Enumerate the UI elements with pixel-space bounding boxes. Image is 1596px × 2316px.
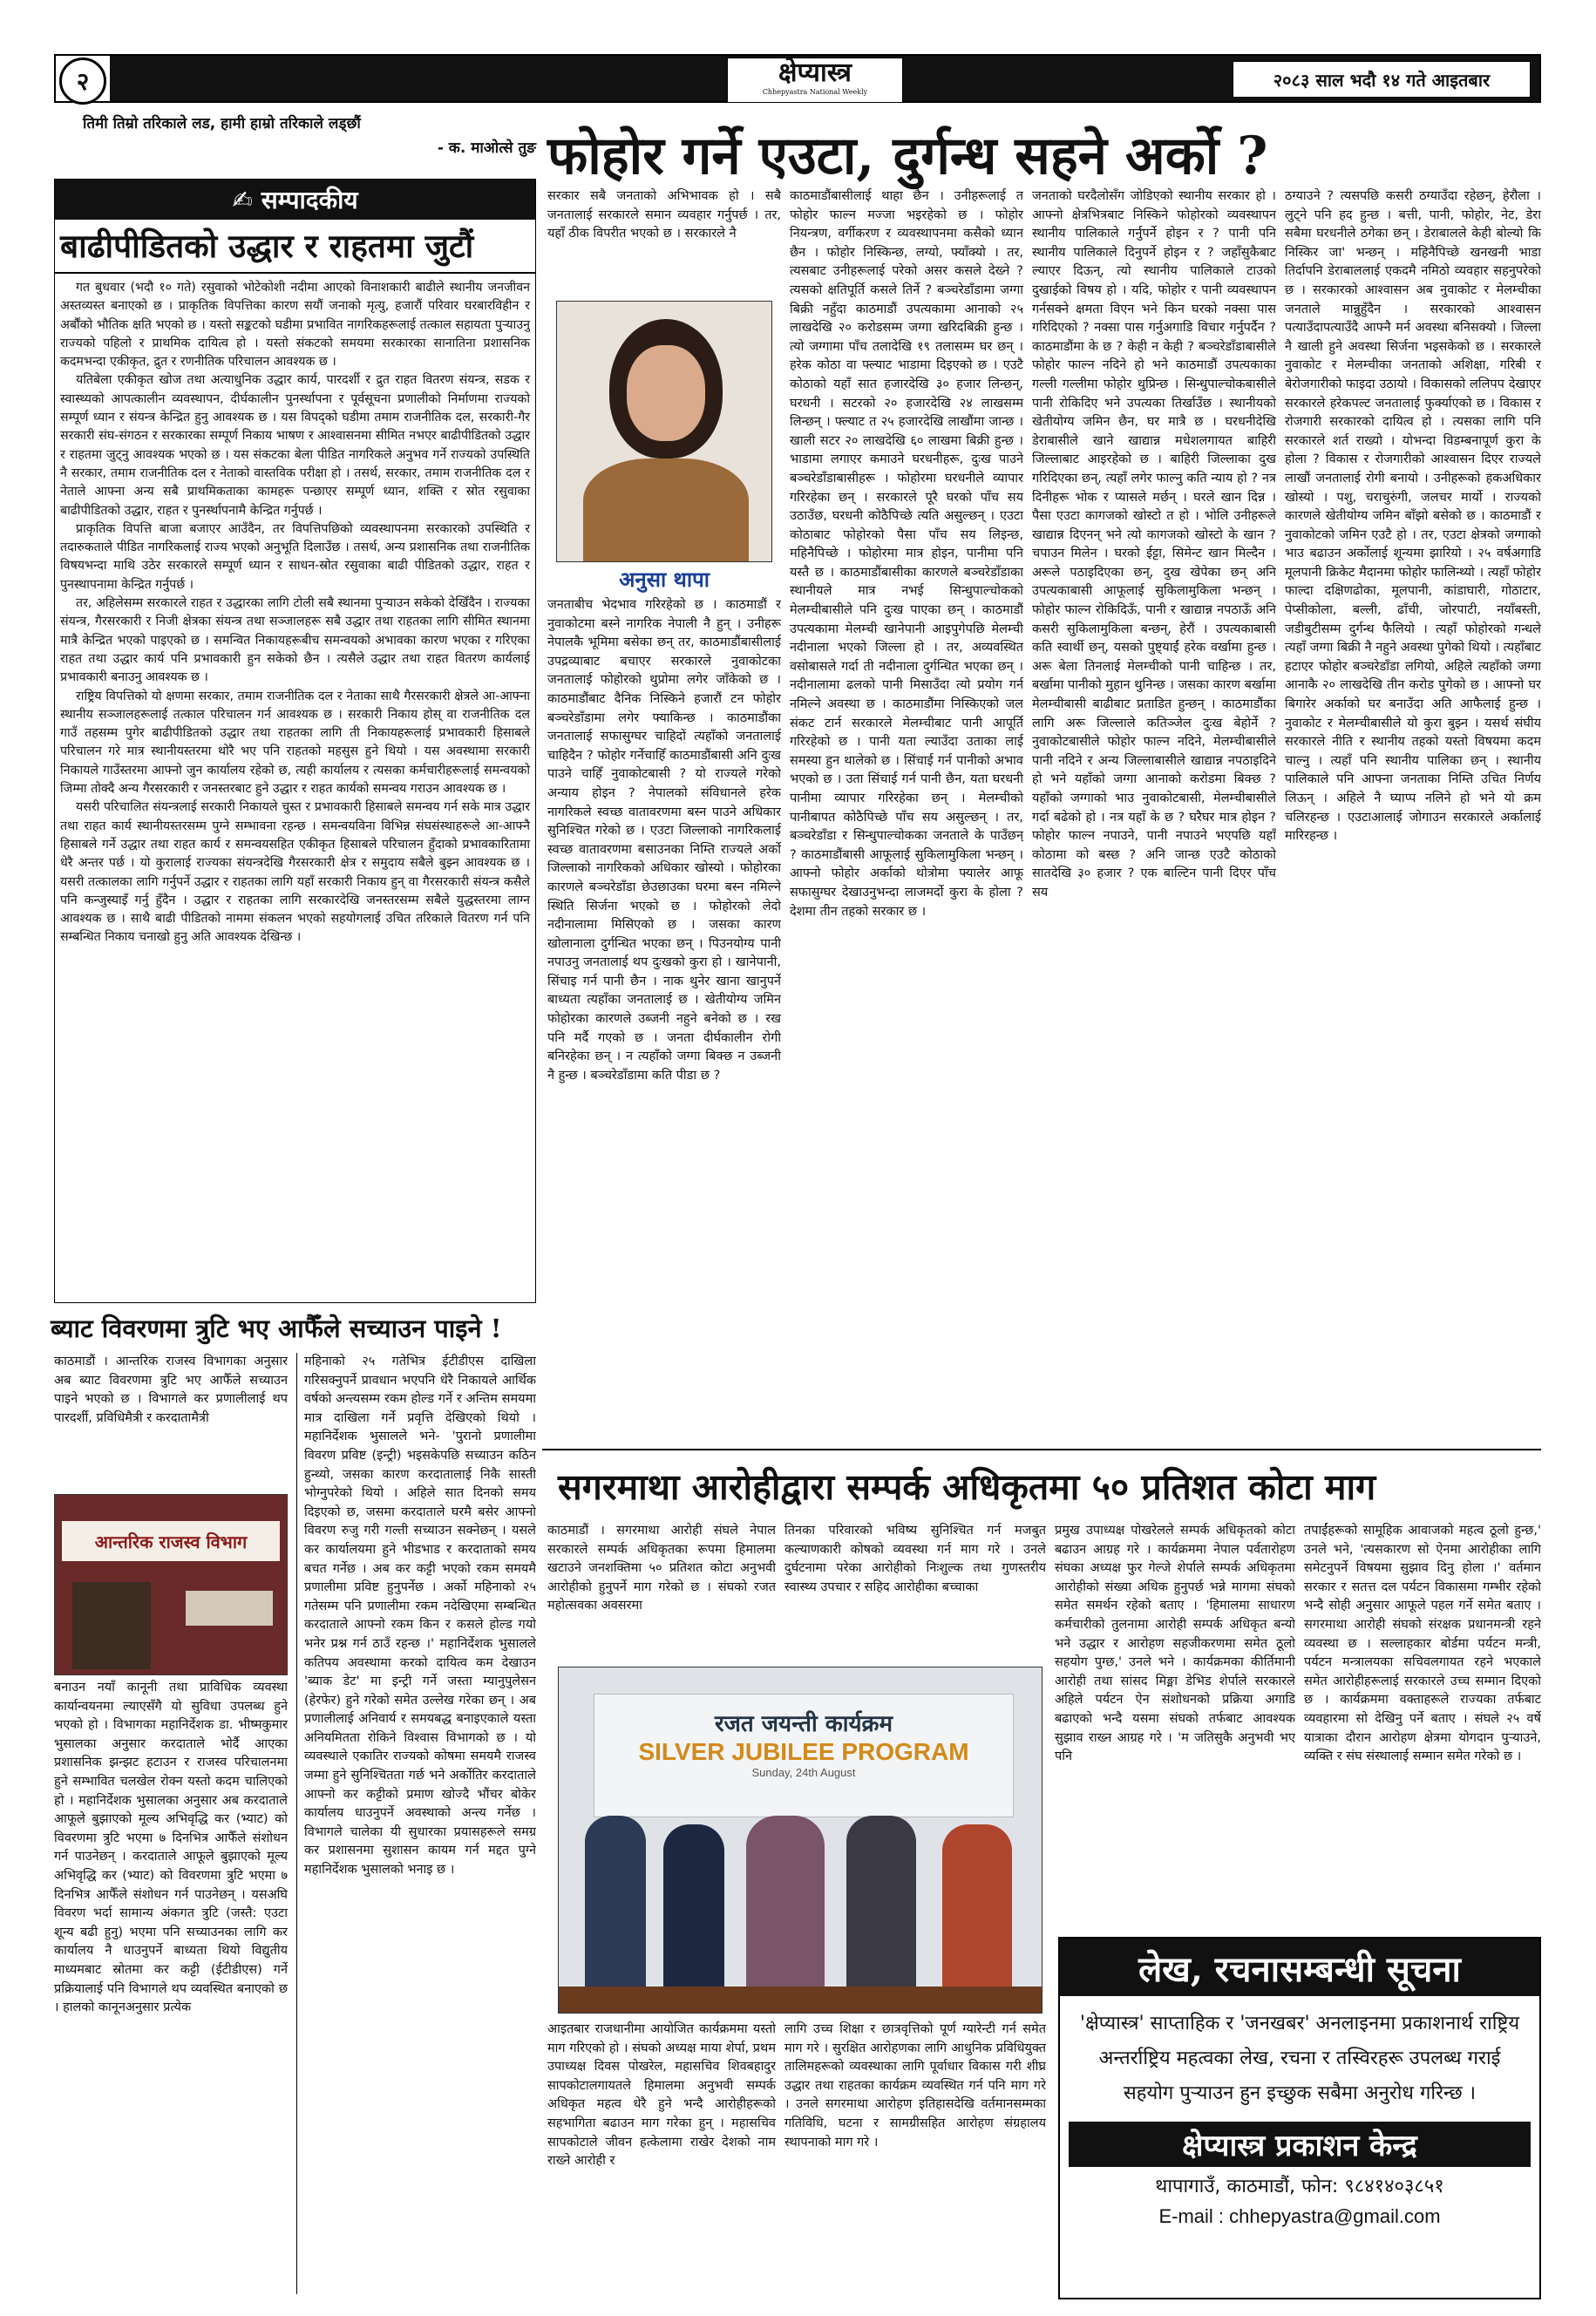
garbage-col2: काठमाडौंबासीलाई थाहा छैन । उनीहरूलाई त फोहोर फाल्न मज्जा भइरहेको छ । फोहोर नियन्त्रण, वर्गीकरण र व्यवस्थापनमा कसैको ध्यान छैन । फोहोर निस्किन्छ, लग्यो, फ्याँक्यो । तर, त्यसबाट उनीहरूलाई परेको असर कसले देख्ने ? त्यसको क्षतिपूर्ति कसले तिर्ने ? बञ्चरेडाँडामा जग्गा बिक्री नहुँदा काठमाडौं उपत्यकामा आनाको २५ लाखदेखि २० करोडसम्म जग्गा खरिदबिक्री हुन्छ । त्यो जग्गामा पाँच तलादेखि १९ तलासम्म घर छन् । हरेक कोठा वा फ्ल्याट भाडामा दिइएको छ । एउटै कोठाको यहाँ सात हजारदेखि ३० हजार लिन्छन्, घरधनी । सटरको २० हजारदेखि २४ लाखसम्म लिन्छन् । फ्ल्याट त २५ हजारदेखि लाखौंमा जान्छ । खाली सटर २० लाखदेखि ६० लाखमा बिक्री हुन्छ । भाडामा लगाएर कमाउने घरधनीहरू, दुःख पाउने बञ्चरेडाँडाबासीहरू । फोहोरमा घरधनीले व्यापार गरिरहेका छन् । सरकारले पूरै घरको पाँच सय उठाउँछ, घरधनी कोठैपिच्छे त्यति असुल्छन् । एउटा कोठाबाट फोहोरको पैसा पाँच सय लिइन्छ, महिनैपिच्छे । फोहोरमा मात्र होइन, पानीमा पनि यस्तै छ । काठमाडौंबासीका कारणले बञ्चरेडाँडाका स्थानीयले मात्र नभई सिन्धुपाल्चोकको मेलम्चीबासीले पनि दुःख पाएका छन् । काठमाडौं उपत्यकामा मेलम्ची खानेपानी आइपुगेपछि मेलम्ची नदीनाला भएको जिल्ला हो । तर, अव्यवस्थित वसोबासले गर्दा ती नदीनाला दुर्गन्धित भएका छन् । नदीनालामा ढलको पानी मिसाउँदा त्यो प्रयोग गर्न नमिल्ने अवस्था छ । काठमाडौंमा निस्किएको जल संकट टार्न सरकारले मेलम्चीबाट पानी आपूर्ति गरिरहेको छ । पानी यता ल्याउँदा उताका लाई समस्या हुन थालेको छ । सिंचाई गर्न पानीको अभाव भएको छ । उता सिंचाई गर्न पानी छैन, यता घरधनी पानीमा व्यापार गरिरहेका छन् । मेलम्चीको पानीबापत कोठैपिच्छे पाँच सय असुल्छन् । तर, बञ्चरेडाँडा र सिन्धुपाल्चोकका जनताले के पाउँछन् ? काठमाडौंबासी आफूलाई सुकिलामुकिला भन्छन् । आफ्नो फोहोर अर्काको थोत्रोमा फ्यालेर आफू सफासुग्घर देखाउनुभन्दा लाजमर्दो कुरा के होला ? देशमा तीन तहको सरकार छ । (790, 189, 1023, 919)
quote-text: तिमी तिम्रो तरिकाले लड, हामी हाम्रो तरिकाले लड्छौं (83, 115, 361, 132)
editorial-paragraph: प्राकृतिक विपत्ति बाजा बजाएर आउँदैन, तर विपत्तिपछिको व्यवस्थापनमा सरकारको उपस्थिति र तदारुकताले पीडित नागरिकलाई राज्य भएको अनुभूति दिलाउँछ । तसर्थ, अन्य प्रशासनिक तथा राजनीतिक विषयभन्दा माथि उठेर सरकारले सम्पूर्ण ध्यान र साधन-स्रोत रसुवाका बाढी पीडितको उद्धार, राहत र पुनस्थापनामा केन्द्रित गर्नुपर्छ । (60, 521, 530, 592)
editorial-paragraph: यसरी परिचालित संयन्त्रलाई सरकारी निकायले चुस्त र प्रभावकारी हिसाबले समन्वय गर्न सके मात्र उद्धार तथा राहत कार्य स्थानीयस्तरसम्म पुग्ने सम्भावना रहन्छ । समन्वयविना विभिन्न संघसंस्थाहरूले आ-आफ्नै हिसाबले गर्ने उद्धार तथा राहत कार्य र समन्वयसहित एकीकृत हिसाबले परिचालन हुँदाको प्रभावकारितामा धेरै अन्तर पर्छ । यो कुरालाई राज्यका संयन्त्रदेखि गैरसरकारी क्षेत्र र समुदाय सबैले बुझ्न आवश्यक छ । यसरी तत्कालका लागि गर्नुपर्ने उद्धार र राहतका लागि यहाँ सरकारी निकाय हुन् वा गैरसरकारी संयन्त्र कसैले पनि कन्जुस्याइँ गर्नु हुँदैन । उद्धार र राहतका लागि सरकारदेखि जनस्तरसम्म सबैले युद्धस्तरमा लाग्न आवश्यक छ । साथै बाढी पीडितको नाममा संकलन भएको सहयोगलाई उचित तरिकाले वितरण गर्न पनि सम्बन्धित निकाय चनाखो हुनु अति आवश्यक देखिन्छ । (60, 800, 530, 945)
garbage-col4: ठग्याउने ? त्यसपछि कसरी ठग्याउँदा रहेछन्, हेरौला । लुट्ने पनि हद हुन्छ । बत्ती, पानी, फोहोर, नेट, डेरा सबैमा घरधनीले ठगेका छन् । डेराबालले केही बोल्यो कि निस्किर जा' भन्छन् । महिनैपिच्छे खनखनी भाडा तिर्दापनि डेराबाललाई एकदमै नमिठो व्यवहार सहनुपरेको छ । सरकारको आश्वासन अब नुवाकोट र मेलम्चीका जनताले मान्नुहुँदैन । सरकारको आश्वासन पत्याउँदापत्याउँदै आफ्नै मर्न अवस्था बनिसक्यो । जिल्ला नै खाली हुने अवस्था सिर्जना भइसकेको छ । सरकारले नुवाकोट र मेलम्चीका जनताको अशिक्षा, गरिबी र बेरोजगारीको फाइदा उठायो । विकासको ललिपप देखाएर सरकारले हरेकपल्ट जनतालाई फुर्क्याएको छ । विकास र रोजगारी सरकारको दायित्व हो । त्यसका लागि पनि सरकारले शर्त राख्यो । योभन्दा विडम्बनापूर्ण कुरा के होला ? विकास र रोजगारीको आश्वासन दिएर राज्यले लाखौं जनतालाई रोगी बनायो । उनीहरूको हकअधिकार खोस्यो । पशु, चराचुरुंगी, जलचर मार्यो । राज्यको कारणले खेतीयोग्य जमिन बाँझो बसेको छ । काठमाडौं र नुवाकोटको जमिन एउटै हो । तर, एउटा क्षेत्रको जग्गाको भाउ बढाउन अर्कोलाई शून्यमा झारियो । २५ वर्षअगाडि मूलपानी क्रिकेट मैदानमा फोहोर फालिन्थ्यो । त्यहाँ फोहोर फाल्दा दक्षिणढोका, मूलपानी, कांडाघारी, गोठाटार, पेप्सीकोला, बल्ली, ढाँची, जोरपाटी, नयाँबस्ती, जडीबुटीसम्म दुर्गन्ध फैलियो । त्यहाँ फोहोरको गन्धले त्यहाँ जग्गा बिक्री नै नहुने अवस्था पुगेको थियो । त्यहाँबाट हटाएर फोहोर बञ्चरेडाँडा लगियो, अहिले त्यहाँको जग्गा आनाकै २० लाखदेखि तीन करोड पुगेको छ । आफ्नो घर बिगारेर अर्काको घर बनाउँदा अति आफैलाई हुन्छ । नुवाकोट र मेलम्चीबासीले यो कुरा बुझ्न । यसर्थ संघीय सरकारले नीति र स्थानीय तहको यस्तो विषयमा कदम चाल्नु । त्यहाँ पनि स्थानीय पालिका छन् । स्थानीय पालिकाले पनि आफ्ना जनताका निम्ति उचित निर्णय लिऊन् । अहिले नै घ्याप्प नलिने हो भने यो क्रम चलिरहन्छ । एउटाआलाई जोगाउन सरकारले अर्कालाई मारिरहन्छ । (1285, 189, 1541, 844)
editorial-paragraph: यतिबेला एकीकृत खोज तथा अत्याधुनिक उद्धार कार्य, पारदर्शी र द्रुत राहत वितरण संयन्त्र, सडक र स्वास्थ्यको आपत्कालीन व्यवस्थापन, दीर्घकालीन पुनर्स्थापना र पूर्वसूचना प्रणालीको निर्माणमा राज्यको सम्पूर्ण ध्यान र संयन्त्र केन्द्रित हुनु आवश्यक छ । यस विपद्को घडीमा तमाम राजनीतिक दल, सरकारी-गैर सरकारी संघ-संगठन र सरकारका सम्पूर्ण निकाय भाषण र आश्वासनमा सीमित नभएर बाढीपीडितको उद्धार र राहतमा जुट्नु आवश्यक भएको छ । यस संकटका बेला पीडित नागरिकले अनुभव गर्ने राज्यको उपस्थिति नै सरकार, तमाम राजनीतिक दल र नेताको वास्तविक परीक्षा हो । तसर्थ, सरकार, तमाम राजनीतिक दल र नेताले आफ्ना अन्य सबै प्राथमिकताका कामहरू पन्छाएर सम्पूर्ण ध्यान, शक्ति र स्रोत रसुवाका बाढीपीडितको उद्धार, राहत र पुनर्स्थापनामै केन्द्रित गर्नुपर्छ । (60, 373, 530, 518)
everest-headline: सगरमाथा आरोहीद्वारा सम्पर्क अधिकृतमा ५० प्रतिशत कोटा माग (558, 1466, 1376, 1508)
notice-body: 'क्षेप्यास्त्र' साप्ताहिक र 'जनखबर' अनलाइनमा प्रकाशनार्थ राष्ट्रिय अन्तर्राष्ट्रिय महत्वका लेख, रचना र तस्विरहरू उपलब्ध गराई सहयोग पुऱ्याउन हुन इच्छुक सबैमा अनुरोध गरिन्छ । (1079, 2013, 1520, 2104)
editorial-box (54, 179, 536, 1303)
quote-box (83, 112, 536, 160)
masthead-tagline: Chhepyastra National Weekly (762, 88, 868, 96)
event-photo (558, 1667, 1042, 2014)
photo-face (627, 345, 705, 441)
issue-date: २०८३ साल भदौ १४ गते आइतबार (1233, 61, 1531, 98)
banner-title: रजत जयन्ती कार्यक्रम (714, 1711, 893, 1737)
everest-col3: प्रमुख उपाध्यक्ष पोखरेलले सम्पर्क अधिकृतको कोटा बढाउन आग्रह गरे । कार्यक्रममा नेपाल पर्वतारोहण संघका अध्यक्ष फुर गेल्जे शेर्पाले सम्पर्क अधिकृतमा आरोहीको संख्या अधिक हुनुपर्छ भन्ने मागमा संघको समेत समर्थन रहेको बताए । 'हिमालमा साधारण कर्मचारीको तुलनामा आरोही सम्पर्क अधिकृत बन्यो भने उद्धार र आरोहण सहजीकरणमा समेत ठूलो सहयोग पुग्छ,' उनले भने । कार्यक्रमका कीर्तिमानी आरोही तथा सांसद मिङ्मा डेभिड शेर्पाले सरकारले अहिले पर्यटन ऐन संशोधनको प्रक्रिया अगाडि बढाएको भन्दै यसमा संघको तर्फबाट आवश्यक सुझाव राख्न आग्रह गरे । 'म जतिसुकै अनुभवी भए पनि (1055, 1524, 1295, 1764)
everest-col1: काठमाडौं । सगरमाथा आरोही संघले नेपाल सरकारले सम्पर्क अधिकृतका रूपमा हिमालमा खटाउने जनशक्तिमा ५० प्रतिशत कोटा अनुभवी आरोहीको हुनुपर्ने माग गरेको छ । संघको रजत महोत्सवका अवसरमा (547, 1524, 776, 1613)
vat-col2: महिनाको २५ गतेभित्र ईटीडीएस दाखिला गरिसक्नुपर्ने प्रावधान भएपनि धेरै निकायले आर्थिक वर्षको अन्त्यसम्म रकम होल्ड गर्ने र अन्तिम समयमा मात्र दाखिला गर्ने प्रवृत्ति देखिएको थियो । महानिर्देशक भुसालले भने- 'पुरानो प्रणालीमा विवरण प्रविष्ट (इन्ट्री) भइसकेपछि सच्याउन कठिन हुन्थ्यो, जसका कारण करदातालाई निकै सास्ती भोग्नुपरेको थियो । अहिले सात दिनको समय दिइएको छ, जसमा करदाताले घरमै बसेर आफ्नो विवरण रुजु गरी गल्ती सच्याउन सक्नेछन् । यसले कर कार्यालयमा हुने भीडभाड र करदाताको समय बचत गर्नेछ । अब कर कट्टी भएको रकम समयमै प्रणालीमा प्रविष्ट हुनुपर्नेछ । अर्को महिनाको २५ गतेसम्म पनि प्रणालीमा रकम नदेखिएमा सम्बन्धित करदाताले आफ्नो रकम किन र कसले होल्ड गयो भनेर प्रश्न गर्न ठाउँ रहन्छ ।' महानिर्देशक भुसालले कतिपय अवस्थामा करको दायित्व कम देखाउन 'ब्याक डेट' मा इन्ट्री गर्ने जस्ता म्यानुपुलेसन (हेरफेर) हुने गरेको समेत उल्लेख गरेका छन् । अब प्रणालीलाई अनिवार्य र समयबद्ध बनाइएकाले यस्ता अनियमितता रोकिने विश्वास विभागको छ । यो व्यवस्थाले एकातिर राज्यको कोषमा समयमै राजस्व जम्मा हुने सुनिश्चितता गर्छ भने अर्कोतिर करदाताले आफ्नो कर कट्टीको प्रमाण खोज्दै भौंचर बोकेर कार्यालय धाउनुपर्ने अवस्थाको अन्त्य गर्नेछ । विभागले चालेका यी सुधारका प्रयासहरूले समग्र कर प्रशासनमा सुशासन कायम गर्न मद्दत पुग्ने महानिर्देशक भुसालको भनाइ छ । (304, 1355, 536, 1878)
garbage-col1b: जनताबीच भेदभाव गरिरहेको छ । काठमाडौं र नुवाकोटमा बस्ने नागरिक नेपाली नै हुन् । उनीहरू नेपालकै भूमिमा बसेका छन् तर, काठमाडौंबासीलाई उपद्रव्याबाट बचाएर सरकारले नुवाकोटका जनतालाई फोहोरको थुप्रोमा लगेर जाँकेको छ । काठमाडौंबाट दैनिक निस्किने हजारौं टन फोहोर बञ्चरेडाँडामा लगेर फ्याकिन्छ । काठमाडौंका जनतालाई सफासुग्घर चाहिदों त्यहाँको जनतालाई चाहिदैन ? फोहोर गर्नेचाहिँ काठमाडौंबासी अनि दुःख पाउने चाहिँ नुवाकोटबासी ? यो राज्यले गरेको अन्याय होइन ? नेपालको संविधानले हरेक नागरिकले स्वच्छ वातावरणमा बस्न पाउने अधिकार सुनिश्चित गरेको छ । एउटा जिल्लाको नागरिकलाई स्वच्छ वातावरणमा बसाउनका निम्ति राज्यले अर्को जिल्लाको नागरिकको अधिकार खोस्यो । फोहोरका कारणले बञ्चरेडाँडा छेउछाउका घरमा बस्न नमिल्ने स्थिति सिर्जना भएको छ । फोहोरको लेदो नदीनालामा मिसिएको छ । जसका कारण खोलानाला दुर्गन्धित भएका छन् । पिउनयोग्य पानी नपाउनु जनतालाई थप दुःखको कुरा हो । खानेपानी, सिंचाइ गर्न पानी छैन । नाक थुनेर खाना खानुपर्ने बाध्यता त्यहाँका जनतालाई छ । खेतीयोग्य जमिन फोहोरका कारणले उब्जनी नहुने बनेको छ । रख पनि मर्दै गएको छ । जनता दीर्घकालीन रोगी बनिरहेका छन् । न त्यहाँको जग्गा बिक्छ न उब्जनी नै हुन्छ । बञ्चरेडाँडामा कति पीडा छ ? (547, 598, 781, 1083)
person-5 (942, 1824, 1012, 1990)
vat-col1: काठमाडौं । आन्तरिक राजस्व विभागका अनुसार अब ब्याट विवरणमा त्रुटि भए आफैँले सच्याउन पाइने भएको छ । विभागले कर प्रणालीलाई थप पारदर्शी, प्रविधिमैत्री र करदातामैत्री (54, 1355, 288, 1425)
notice-headline: लेख, रचनासम्बन्धी सूचना (1060, 1939, 1539, 1996)
column-divider (296, 1353, 297, 2294)
publisher-email[interactable]: E-mail : chhepyastra@gmail.com (1158, 2205, 1441, 2227)
person-4 (846, 1816, 916, 1990)
garbage-headline: फोहोर गर्ने एउटा, दुर्गन्ध सहने अर्को ? (547, 126, 1268, 187)
editorial-section-label: सम्पादकीय (261, 186, 358, 214)
author-photo (556, 301, 772, 562)
revenue-office-photo (54, 1494, 288, 1675)
person-1 (585, 1816, 646, 1990)
vat-headline: ब्याट विवरणमा त्रुटि भए आफैँले सच्याउन पाइने ! (51, 1314, 502, 1343)
editorial-headline: बाढीपीडितको उद्धार र राहतमा जुटौं (55, 220, 535, 274)
person-2 (663, 1824, 724, 1990)
event-banner (594, 1694, 1014, 1817)
banner-date: Sunday, 24th August (751, 1766, 856, 1779)
masthead-logo (727, 58, 903, 103)
editorial-label (55, 180, 535, 220)
person-3 (746, 1816, 825, 1990)
banner-subtitle: SILVER JUBILEE PROGRAM (638, 1738, 969, 1765)
editorial-body (55, 274, 535, 1309)
notice-box (1058, 1937, 1541, 2299)
section-rule (542, 1449, 1541, 1450)
publisher-address: थापागाउँ, काठमाडौं, फोन: ९८४१४०३८५१ (1155, 2176, 1444, 2197)
editorial-paragraph: गत बुधवार (भदौ १० गते) रसुवाको भोटेकोशी नदीमा आएको विनाशकारी बाढीले स्थानीय जनजीवन अस्तव्यस्त बनाएको छ । प्राकृतिक विपत्तिका कारण सयौं जनाको मृत्यु, हजारौं परिवार घरबारविहीन र अर्बौंको भौतिक क्षति भएको छ । यस्तो सङ्कटको घडीमा प्रभावित नागरिकहरूलाई तत्काल सहायता पुर्‍याउनु राज्यको पहिलो र प्राथमिक दायित्व हो । यस्तो संकटको समयमा सरकारका सानातिना प्रशासनिक कदमभन्दा एकीकृत, द्रुत र रणनीतिक परिचालन आवश्यक छ । (60, 281, 530, 370)
page-number: २ (59, 58, 106, 105)
photo-table (559, 1987, 1042, 2013)
everest-col1b: आइतबार राजधानीमा आयोजित कार्यक्रममा यस्तो माग गरिएको हो । संघको अध्यक्ष माया शेर्पा, प्रथम उपाध्यक्ष दिवस पोखरेल, महासचिव शिवबहादुर सापकोटालगायतले हिमालमा अनुभवी सम्पर्क अधिकृत महत्व धेरै हुने भन्दै आरोहीहरूको सहभागिता बढाउन माग गरेका हुन् । महासचिव सापकोटाले जीवन हत्केलामा राखेर देशको नाम राख्ने आरोही र (547, 2022, 776, 2169)
editorial-paragraph: तर, अहिलेसम्म सरकारले राहत र उद्धारका लागि टोली सबै स्थानमा पुऱ्याउन सकेको देखिँदैन । राज्यका संयन्त्र, गैरसरकारी र निजी क्षेत्रका संयन्त्र तथा सञ्जालहरू सबै उद्धार तथा राहतका लागि सीमित स्थानमा मात्रै केन्द्रित भएको पाइएको छ । समन्वित निकायहरूबीच समन्वयको अभावका कारण भएका र गरिएका राहत तथा उद्धार कार्य पनि प्रभावकारी हुन सकेको छैन । त्यसैले उद्धार तथा राहत वितरण कार्यलाई प्रभावकारी बनाउनु आवश्यक छ । (60, 596, 530, 685)
everest-col2: तिनका परिवारको भविष्य सुनिश्चित गर्न मजबुत कल्याणकारी कोषको व्यवस्था गर्न माग गरे । उनले दुर्घटनामा परेका आरोहीको निःशुल्क तथा गुणस्तरीय स्वास्थ्य उपचार र सहिद आरोहीका बच्चाका (784, 1524, 1046, 1594)
author-name: अनुसा थापा (619, 567, 710, 592)
garbage-col3: जनताको घरदैलोसँग जोडिएको स्थानीय सरकार हो । आफ्नो क्षेत्रभित्रबाट निस्किने फोहोरको व्यवस्थापन स्थानीय पालिकाले गर्नुपर्ने होइन र ? पानी पनि स्थानीय पालिकाले दिनुपर्ने होइन र ? जहाँसुकैबाट ल्याएर दिऊन्, त्यो स्थानीय पालिकाले टाउको दुखाईको विषय हो । यदि, फोहोर र पानी व्यवस्थापन गर्नसक्ने क्षमता विएन भने किन घरको नक्सा पास गरिदिएको ? नक्सा पास गर्नुअगाडि विचार गर्नुपर्दैन ? काठमाडौंमा के छ ? केही न केही ? बञ्चरेडाँडाबासीले फोहोर फाल्न नदिने हो भने काठमाडौं उपत्यकाका गल्ली गल्लीमा फोहोर थुप्रिन्छ । सिन्धुपाल्चोकबासीले पानी रोकिदिए भने उपत्यका तिर्खाउँछ । स्थानीयको खेतीयोग्य जमिन छैन, घर मात्रै छ । घरधनीदेखि डेराबासीले खाने खाद्यान्न मधेशलगायत बाहिरी जिल्लाबाट आइरहेको छ । बाहिरी जिल्लाका दुख गरिदिएका छन्, त्यहाँ लगेर फाल्नु कति न्याय हो ? नत्र दिनीहरू भोक र प्यासले मर्छन् । घरले खान दिन्न । पैसा एउटा कागजको खोस्टो त हो । भोलि उनीहरूले खाद्यान्न दिएनन् भने त्यो कागजको खोस्टो के खान ? चपाउन मिलेन । घरको ईट्टा, सिमेन्ट खान मिल्दैन । अरूले पठाइदिएका छन्, दुख खेपेका छन् अनि उपत्यकाबासी आफूलाई सुकिलामुकिला भन्छन् । फोहोर फाल्न रोकिदिऊँ, पानी र खाद्यान्न नपठाऊँ अनि कसरी सुकिलामुकिला बन्छन्, हेरौं । उपत्यकाबासी कति स्वार्थी छन्, यसको पुष्ट्याईं हरेक वर्खामा हुन्छ । अरू बेला तिनलाई मेलम्चीको पानी चाहिन्छ । तर, बर्खामा पानीको मुहान थुनिन्छ । जसका कारण बर्खामा मेलम्चीबासी बाढीबाट प्रताडित हुन्छन् । काठमाडौंका लागि अरू जिल्लाले कतिञ्जेल दुःख बेहोर्ने ? नुवाकोटबासीले फोहोर फाल्न नदिने, मेलम्चीबासीले पानी नदिने र अन्य जिल्लाबासीले खाद्यान्न नपठाइदिने हो भने यहाँको जग्गा आनाको करोडमा बिक्छ ? यहाँको जग्गाको भाउ नुवाकोटबासी, मेलम्चीबासीले गर्दा बढेको हो । नत्र यहाँ के छ ? घरैघर मात्र होइन ? फोहोर फाल्न नपाउने, पानी नपाउने भएपछि यहाँ कोठामा को बस्छ ? अनि जान्छ एउटै कोठाको सातदेखि ३० हजार ? एक बाल्टिन पानी दिएर पाँच सय (1032, 189, 1276, 900)
masthead-logo-text: क्षेप्यास्त्र (778, 58, 852, 88)
photo-sweater (583, 458, 749, 562)
photo-sign: आन्तरिक राजस्व विभाग (62, 1521, 280, 1561)
photo-board (186, 1591, 273, 1626)
quote-author: - क. माओत्से तुङ (437, 139, 536, 157)
publisher-name: क्षेप्यास्त्र प्रकाशन केन्द्र (1069, 2122, 1531, 2167)
pen-icon: ✍ (232, 185, 253, 214)
everest-col4: तपाईंहरूको सामूहिक आवाजको महत्व ठूलो हुन्छ,' उनले भने, 'त्यसकारण सो ऐनमा आरोहीका लागि समेटनुपर्ने विषयमा सुझाव दिनु होला ।' वर्तमान सरकार र सतत्त दल पर्यटन विकासमा गम्भीर रहेको भन्दै सोही अनुसार आफूले पहल गर्ने समेत बताए । सगरमाथा आरोही संघको संरक्षक प्रधानमन्त्री रहने व्यवस्था छ । सल्लाहकार बोर्डमा पर्यटन मन्त्री, पर्यटन मन्त्रालयका सचिवलगायत रहने भएकाले समेत आरोहीहरूलाई सरकारले उच्च सम्मान दिएको छ । कार्यक्रममा वक्ताहरूले राज्यका तर्फबाट व्यवहारमा सो देखिनु पर्ने बताए । संघले २५ वर्षे यात्राका दौरान आरोहण क्षेत्रमा योगदान पुऱ्याउने, व्यक्ति र संघ संस्थालाई सम्मान समेत गरेको छ । (1304, 1524, 1541, 1764)
vat-col1b: बनाउन नयाँ कानूनी तथा प्राविधिक व्यवस्था कार्यान्वयनमा ल्याएसँगै यो सुविधा उपलब्ध हुने भएको हो । विभागका महानिर्देशक डा. भीष्मकुमार भुसालका अनुसार करदाताले भोर्दै आएका प्रशासनिक झन्झट हटाउन र राजस्व परिचालनमा हुने सम्भावित चलखेल रोक्न यस्तो कदम चालिएको हो । महानिर्देशक भुसालका अनुसार अब करदाताले आफूले बुझाएको मूल्य अभिवृद्धि कर (भ्याट) को विवरणमा त्रुटि भएमा ७ दिनभित्र आफैँले संशोधन गर्न पाउनेछन् । करदाताले आफूले बुझाएको मूल्य अभिवृद्धि कर (भ्याट) को विवरणमा त्रुटि भएमा ७ दिनभित्र आफैँले संशोधन गर्न पाउनेछन् । यसअघि विवरण भर्दा सामान्य अंकगत त्रुटि (जस्तै: एउटा शून्य बढी हुनु) भएमा पनि सच्याउनका लागि कर कार्यालय नै धाउनुपर्ने बाध्यता थियो विद्युतीय माध्यमबाट स्रोतमा कर कट्टी (ईटीडीएस) गर्ने प्रक्रियालाई पनि विभागले थप व्यवस्थित बनाएको छ । हालको कानूनअनुसार प्रत्येक (54, 1681, 288, 2015)
masthead (54, 54, 1541, 103)
garbage-col1a: सरकार सबै जनताको अभिभावक हो । सबै जनतालाई सरकारले समान व्यवहार गर्नुपर्छ । तर, यहाँ ठीक विपरीत भएको छ । सरकारले नै (547, 189, 781, 241)
everest-col2b: लागि उच्च शिक्षा र छात्रवृत्तिको पूर्ण ग्यारेन्टी गर्न समेत माग गरे । सुरक्षित आरोहणका लागि आधुनिक प्रविधियुक्त तालिमहरूको व्यवस्थाका लागि पूर्वाधार विकास गरी शीघ्र उद्धार तथा राहतका कार्यक्रम व्यवस्थित गर्न पनि माग गरे । उनले सगरमाथा आरोहण इतिहासदेखि वर्तमानसम्मका गतिविधि, घटना र सामग्रीसहित आरोहण संग्रहालय स्थापनाको माग गरे । (784, 2022, 1046, 2150)
photo-door (72, 1582, 151, 1669)
editorial-paragraph: राष्ट्रिय विपत्तिको यो क्षणमा सरकार, तमाम राजनीतिक दल र नेताका साथै गैरसरकारी क्षेत्रले आ-आफ्ना स्थानीय सञ्जालहरूलाई तत्काल परिचालन गर्न आवश्यक छ । सरकारी निकाय होस् वा राजनीतिक दल गाउँ तहसम्म पुगेर बाढीपीडितको उद्धार तथा राहतका लागि ती निकायहरूलाई प्रभावकारी हिसाबले परिचालन गरे मात्र स्थानीयस्तरमा थोरै भए पनि राहतको महसुस हुने थियो । यस अवस्थामा सरकारी निकायले गाउँस्तरमा आफ्नो जुन कार्यालय रहेको छ, त्यही कार्यालय र त्यसका कर्मचारीहरूलाई समन्वयको जिम्मा तोक्दै अन्य गैरसरकारी र जनस्तरबाट हुने उद्धार र राहत कार्यको समन्वय गराउन आवश्यक छ । (60, 689, 530, 797)
